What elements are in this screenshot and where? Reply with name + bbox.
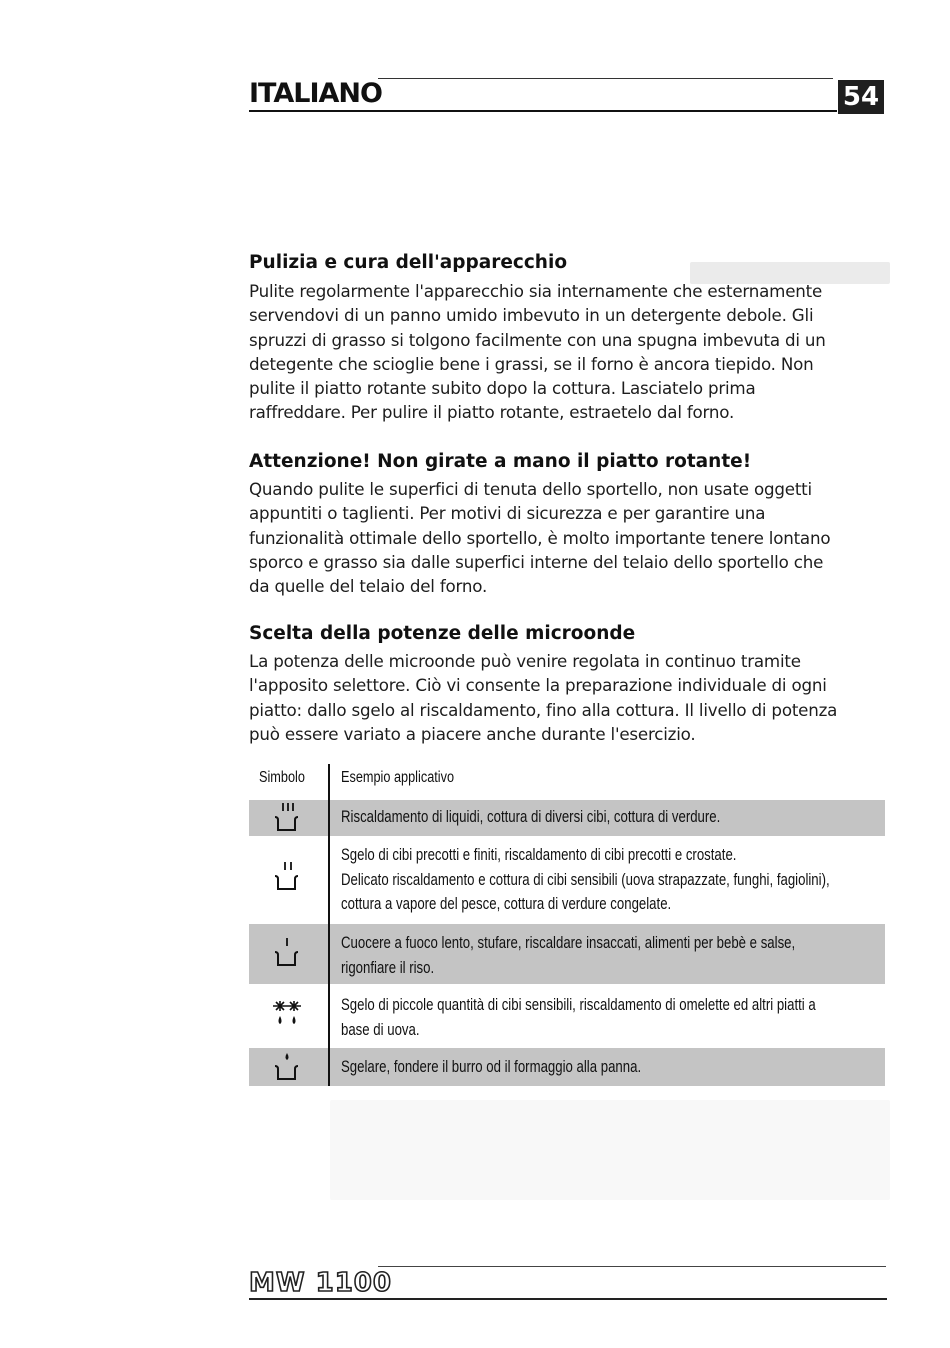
- row-text: [341, 843, 869, 917]
- table-column-divider: [328, 764, 330, 1086]
- text-line: funzionalità ottimale dello sportello, è molto importante tenere lontano: [249, 527, 831, 548]
- power-high-icon: [255, 801, 319, 839]
- power-low-icon: [255, 936, 319, 974]
- row-text: [341, 805, 869, 830]
- text-line: piatto: dallo sgelo al riscaldamento, fino alla cottura. Il livello di potenza: [249, 699, 838, 720]
- text-line: raffreddare. Per pulire il piatto rotante, estraetelo dal forno.: [249, 402, 735, 423]
- defrost-icon: [255, 998, 319, 1038]
- table-row: [249, 986, 885, 1046]
- cleaning-heading: Pulizia e cura dell'apparecchio: [249, 252, 568, 273]
- warning-heading: Attenzione! Non girate a mano il piatto rotante!: [249, 451, 752, 472]
- warning-paragraph: [249, 477, 881, 598]
- text-line: pulite il piatto rotante subito dopo la cottura. Lasciatelo prima: [249, 378, 756, 399]
- text-line: Quando pulite le superfici di tenuta dello sportello, non usate oggetti: [249, 479, 812, 499]
- row-text-line: Sgelare, fondere il burro od il formaggio alla panna.: [341, 1058, 642, 1076]
- text-line: appuntiti o taglienti. Per motivi di sicurezza e per garantire una: [249, 503, 766, 524]
- text-line: servendovi di un panno umido imbevuto in un detergente debole. Gli: [249, 305, 814, 326]
- row-text-line: rigonfiare il riso.: [341, 958, 435, 977]
- row-text: [341, 993, 869, 1042]
- footer-top-rule: [378, 1266, 886, 1267]
- row-text-line: Cuocere a fuoco lento, stufare, riscaldare insaccati, alimenti per bebè e salse,: [341, 934, 796, 952]
- text-line: l'apposito selettore. Ciò vi consente la preparazione individuale di ogni: [249, 675, 827, 696]
- column-header-example: Esempio applicativo: [341, 769, 455, 786]
- table-row: [249, 838, 885, 922]
- power-heading: Scelta della potenze delle microonde: [249, 623, 636, 644]
- text-line: Pulite regolarmente l'apparecchio sia internamente che esternamente: [249, 281, 823, 301]
- row-text: [341, 1055, 869, 1080]
- row-text-line: base di uova.: [341, 1020, 420, 1039]
- table-row: [249, 800, 885, 836]
- text-line: detegente che scioglie bene i grassi, se il forno è ancora tiepido. Non: [249, 353, 814, 374]
- text-line: può essere variato a piacere anche durante l'esercizio.: [249, 723, 696, 744]
- section-language-title: ITALIANO: [249, 78, 382, 109]
- text-line: da quelle del telaio del forno.: [249, 576, 488, 597]
- text-line: spruzzi di grasso si tolgono facilmente con una spugna imbevuta di un: [249, 329, 826, 350]
- row-text-line: Delicato riscaldamento e cottura di cibi sensibili (uova strapazzate, funghi, fagiolini),: [341, 870, 830, 889]
- row-text-line: Riscaldamento di liquidi, cottura di diversi cibi, cottura di verdure.: [341, 808, 721, 826]
- row-text-line: Sgelo di piccole quantità di cibi sensibili, riscaldamento di omelette ed altri piatti a: [341, 996, 816, 1014]
- page-number-badge: 54: [838, 80, 884, 114]
- model-logo: MW 1100: [249, 1268, 392, 1298]
- soften-icon: [255, 1050, 319, 1088]
- cleaning-paragraph: [249, 279, 881, 425]
- bleed-through-shade: [330, 1100, 890, 1200]
- row-text-line: Sgelo di cibi precotti e finiti, riscaldamento di cibi precotti e crostate.: [341, 846, 737, 864]
- table-row: [249, 924, 885, 984]
- header-rule: [249, 110, 837, 112]
- power-medium-icon: [255, 860, 319, 898]
- footer-rule: [249, 1298, 887, 1300]
- table-row: [249, 1048, 885, 1086]
- text-line: La potenza delle microonde può venire regolata in continuo tramite: [249, 651, 801, 671]
- header-top-rule: [378, 78, 833, 79]
- row-text-line: cottura a vapore del pesce, cottura di verdure congelate.: [341, 895, 672, 913]
- text-line: sporco e grasso sia dalle superfici interne del telaio dello sportello che: [249, 551, 824, 572]
- power-paragraph: [249, 649, 881, 746]
- column-header-symbol: Simbolo: [259, 769, 305, 786]
- row-text: [341, 931, 869, 980]
